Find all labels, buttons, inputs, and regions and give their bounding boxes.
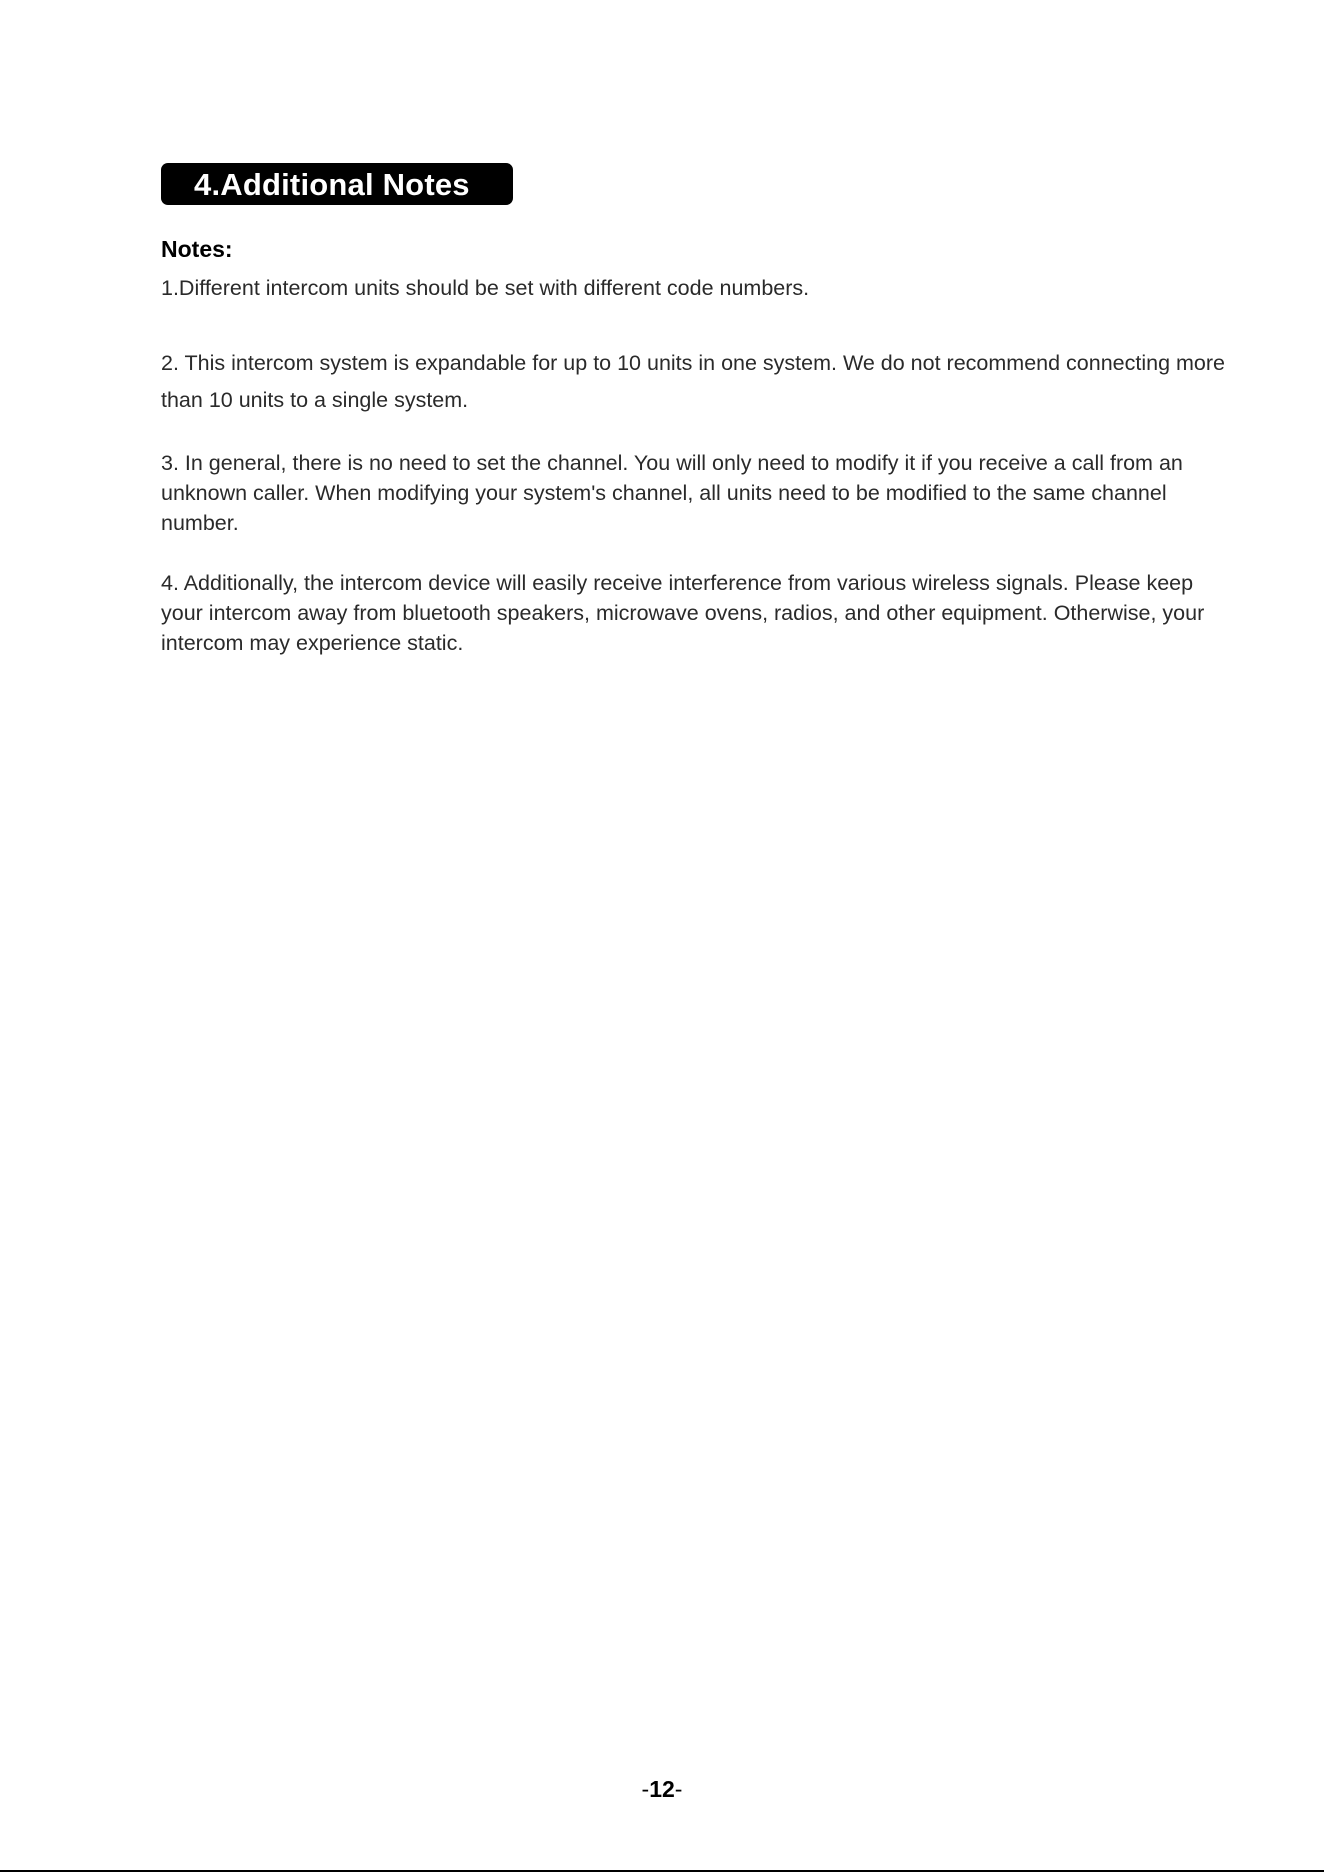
section-banner bbox=[161, 163, 513, 205]
page-number-value: 12 bbox=[649, 1776, 675, 1802]
notes-heading: Notes: bbox=[161, 236, 233, 262]
note-item-1: 1.Different intercom units should be set with different code numbers. bbox=[161, 276, 810, 300]
page-number-suffix: - bbox=[674, 1776, 683, 1802]
section-title: 4.Additional Notes bbox=[194, 166, 470, 202]
page-number-prefix: - bbox=[641, 1776, 650, 1802]
page-number bbox=[0, 1774, 1324, 1804]
note-item-2: 2. This intercom system is expandable for up to 10 units in one system. We do not recommend connecting more than 10 units to a single system. bbox=[161, 351, 1225, 412]
note-item-4: 4. Additionally, the intercom device will easily receive interference from various wireless signals. Please keep your intercom away from bluetooth speakers, microwave ovens, radios, and other equipment. Otherwise, your intercom may experience static. bbox=[161, 571, 1205, 655]
note-item-3: 3. In general, there is no need to set the channel. You will only need to modify it if you receive a call from an unknown caller. When modifying your system's channel, all units need to be modified to the same channel number. bbox=[161, 451, 1183, 535]
